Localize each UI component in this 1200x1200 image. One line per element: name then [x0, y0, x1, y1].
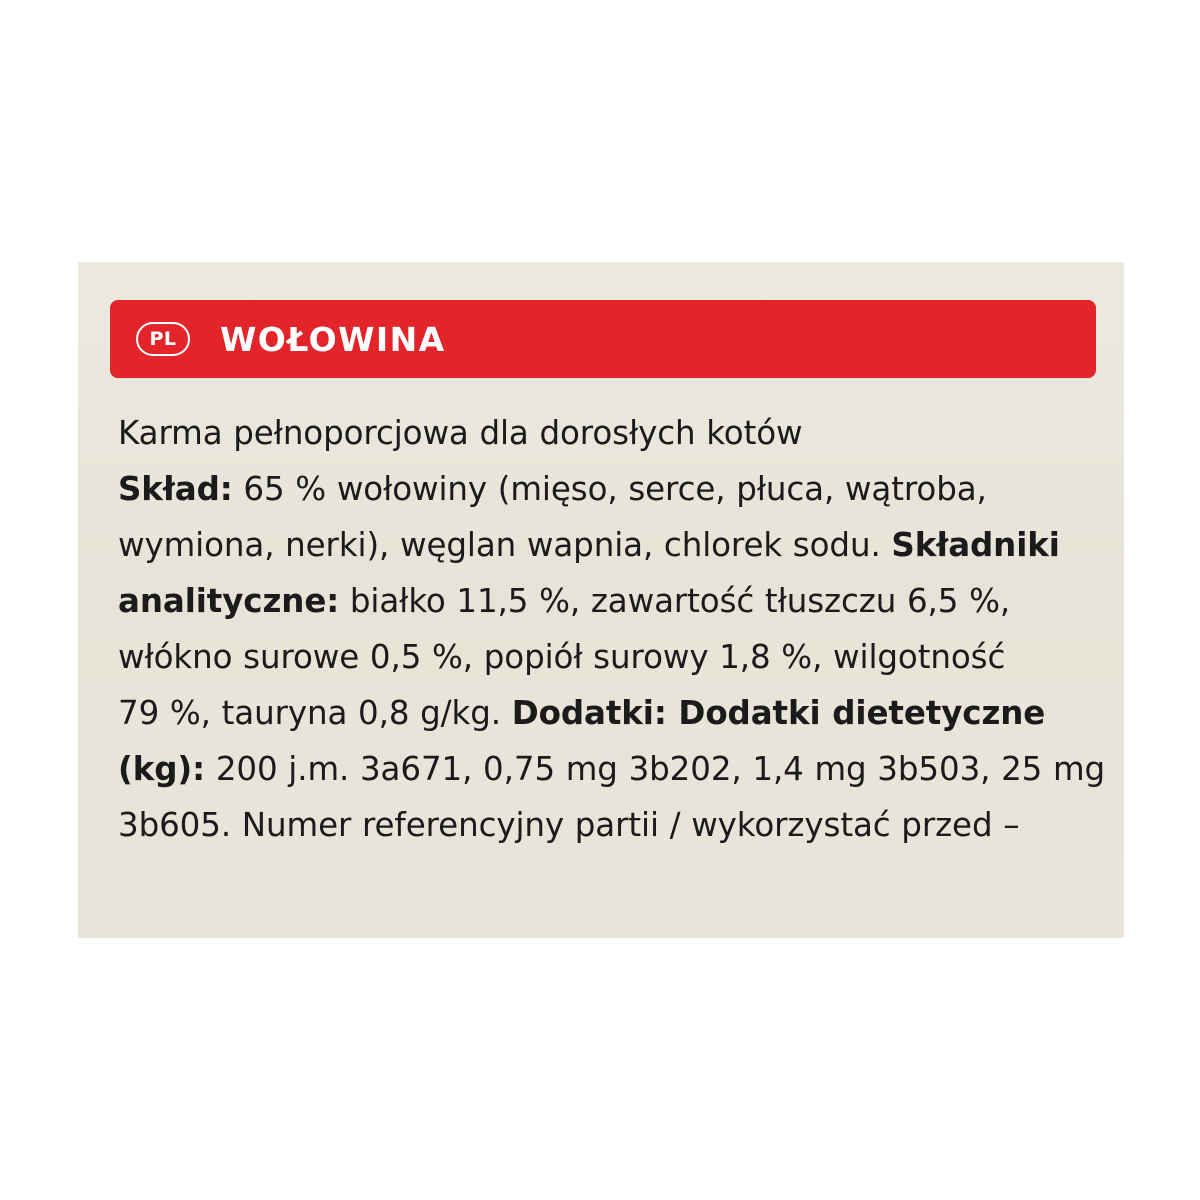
composition-text-1: 65 % wołowiny (mięso, serce, płuca, wątroba,	[232, 470, 987, 508]
analytical-line-2	[118, 629, 1098, 685]
composition-line-1	[118, 461, 1098, 517]
analytical-label-2: analityczne:	[118, 582, 340, 620]
additives-text-2: 3b605. Numer referencyjny partii / wykorzystać przed –	[118, 806, 1020, 844]
headline-text: Karma pełnoporcjowa dla dorosłych kotów	[118, 414, 803, 452]
analytical-text-3: 79 %, tauryna 0,8 g/kg.	[118, 694, 512, 732]
analytical-line-3	[118, 685, 1098, 741]
composition-line-2	[118, 517, 1098, 573]
composition-text-2: wymiona, nerki), węglan wapnia, chlorek sodu.	[118, 526, 892, 564]
language-banner	[110, 300, 1096, 378]
analytical-label-1: Składniki	[891, 526, 1060, 564]
additives-line-2	[118, 797, 1098, 853]
composition-label: Skład:	[118, 470, 233, 508]
headline-line	[118, 405, 1098, 461]
analytical-line-1	[118, 573, 1098, 629]
flavour-title: WOŁOWINA	[220, 319, 446, 359]
language-code-badge: PL	[136, 322, 190, 356]
additives-unit-label: (kg):	[118, 750, 206, 788]
ingredients-text-block	[118, 405, 1106, 853]
additives-text-1: 200 j.m. 3a671, 0,75 mg 3b202, 1,4 mg 3b503, 25 mg	[205, 750, 1106, 788]
analytical-text-1: białko 11,5 %, zawartość tłuszczu 6,5 %,	[339, 582, 1011, 620]
analytical-text-2: włókno surowe 0,5 %, popiół surowy 1,8 %, wilgotność	[118, 638, 1006, 676]
additives-label: Dodatki: Dodatki dietetyczne	[511, 694, 1046, 732]
additives-line-1	[118, 741, 1106, 797]
